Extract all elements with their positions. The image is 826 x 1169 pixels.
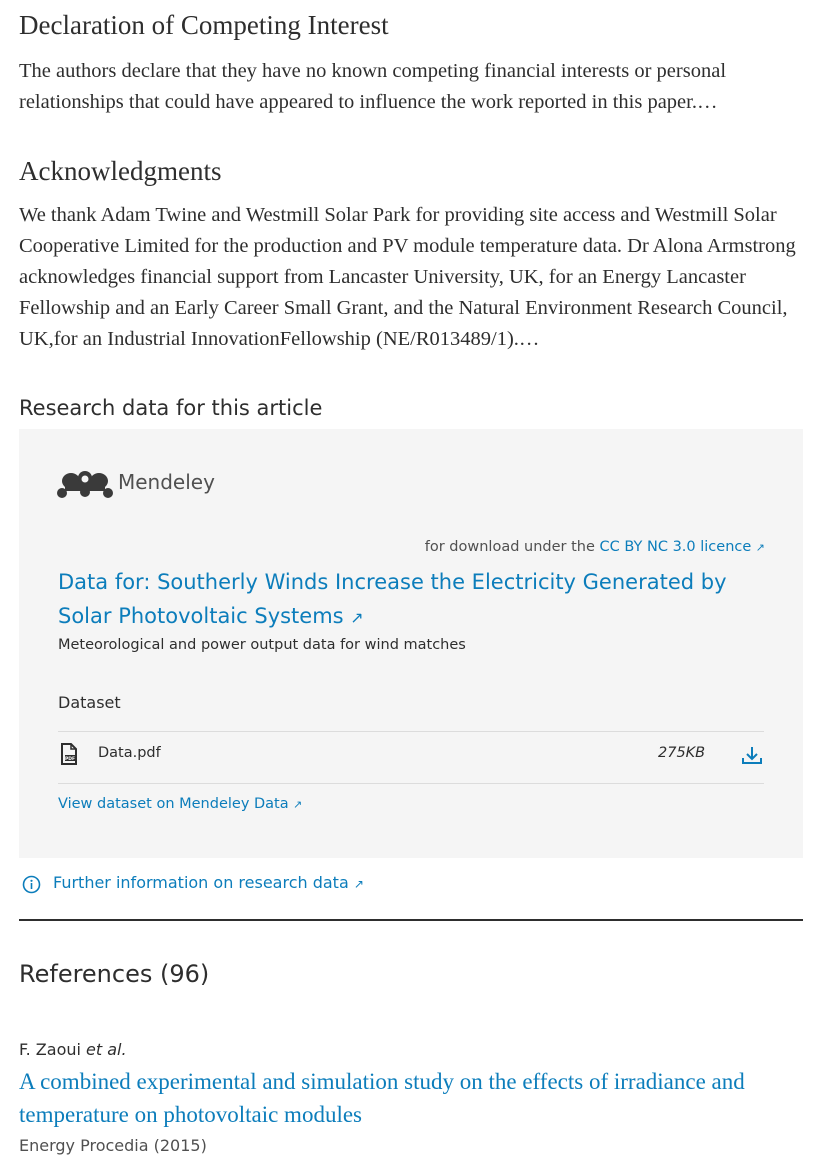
reference-etal: et al. — [86, 1040, 127, 1059]
further-information-label: Further information on research data — [53, 873, 349, 892]
download-icon[interactable] — [741, 744, 763, 766]
section-divider — [19, 919, 803, 921]
license-link[interactable] — [600, 539, 765, 555]
view-dataset-label: View dataset on Mendeley Data — [58, 796, 289, 812]
svg-text:PDF: PDF — [64, 756, 76, 762]
declaration-heading: Declaration of Competing Interest — [19, 10, 389, 40]
view-dataset-link[interactable] — [58, 796, 302, 812]
declaration-text: The authors declare that they have no known competing financial interests or personal relationships that could have appeared to influence the work reported in this paper.… — [19, 60, 727, 113]
external-link-icon: ↗ — [353, 877, 364, 891]
license-prefix: for download under the — [424, 539, 595, 555]
file-name[interactable]: Data.pdf — [98, 745, 161, 761]
mendeley-logo-icon — [57, 469, 113, 499]
mendeley-name: Mendeley — [118, 470, 215, 494]
references-heading: References (96) — [19, 960, 210, 988]
file-size: 275KB — [658, 745, 706, 761]
mendeley-data-panel — [19, 429, 803, 858]
reference-source: Energy Procedia (2015) — [19, 1136, 207, 1155]
acknowledgments-text: We thank Adam Twine and Westmill Solar Park for providing site access and Westmill Solar Cooperative Limited for the production and PV module temperature data. Dr Alona Armstrong acknowledges financial support from Lancaster University, UK, for an Energy Lancaster Fellowship and an Early Career Small Grant, and the Natural Environment Research Council, UK,for an Industrial InnovationFellowship (NE/R013489/1).… — [19, 204, 796, 350]
file-row — [58, 731, 764, 784]
reference-author-names: F. Zaoui — [19, 1040, 81, 1059]
further-information-link[interactable] — [53, 873, 364, 892]
acknowledgments-heading: Acknowledgments — [19, 156, 222, 186]
info-icon — [22, 875, 41, 894]
dataset-title-link[interactable] — [58, 565, 758, 635]
research-data-heading: Research data for this article — [19, 396, 323, 420]
dataset-type-label: Dataset — [58, 693, 121, 712]
dataset-title: Data for: Southerly Winds Increase the Electricity Generated by Solar Photovoltaic Systems — [58, 570, 727, 628]
license-line — [425, 539, 765, 555]
external-link-icon: ↗ — [755, 541, 765, 554]
license-link-label: CC BY NC 3.0 licence — [599, 539, 752, 555]
pdf-file-icon — [60, 743, 78, 765]
reference-authors — [19, 1040, 127, 1059]
reference-title-link[interactable]: A combined experimental and simulation study on the effects of irradiance and temperature on photovoltaic modules — [19, 1069, 745, 1127]
dataset-description: Meteorological and power output data for wind matches — [58, 637, 466, 653]
external-link-icon: ↗ — [293, 798, 303, 811]
external-link-icon: ↗ — [350, 608, 364, 627]
